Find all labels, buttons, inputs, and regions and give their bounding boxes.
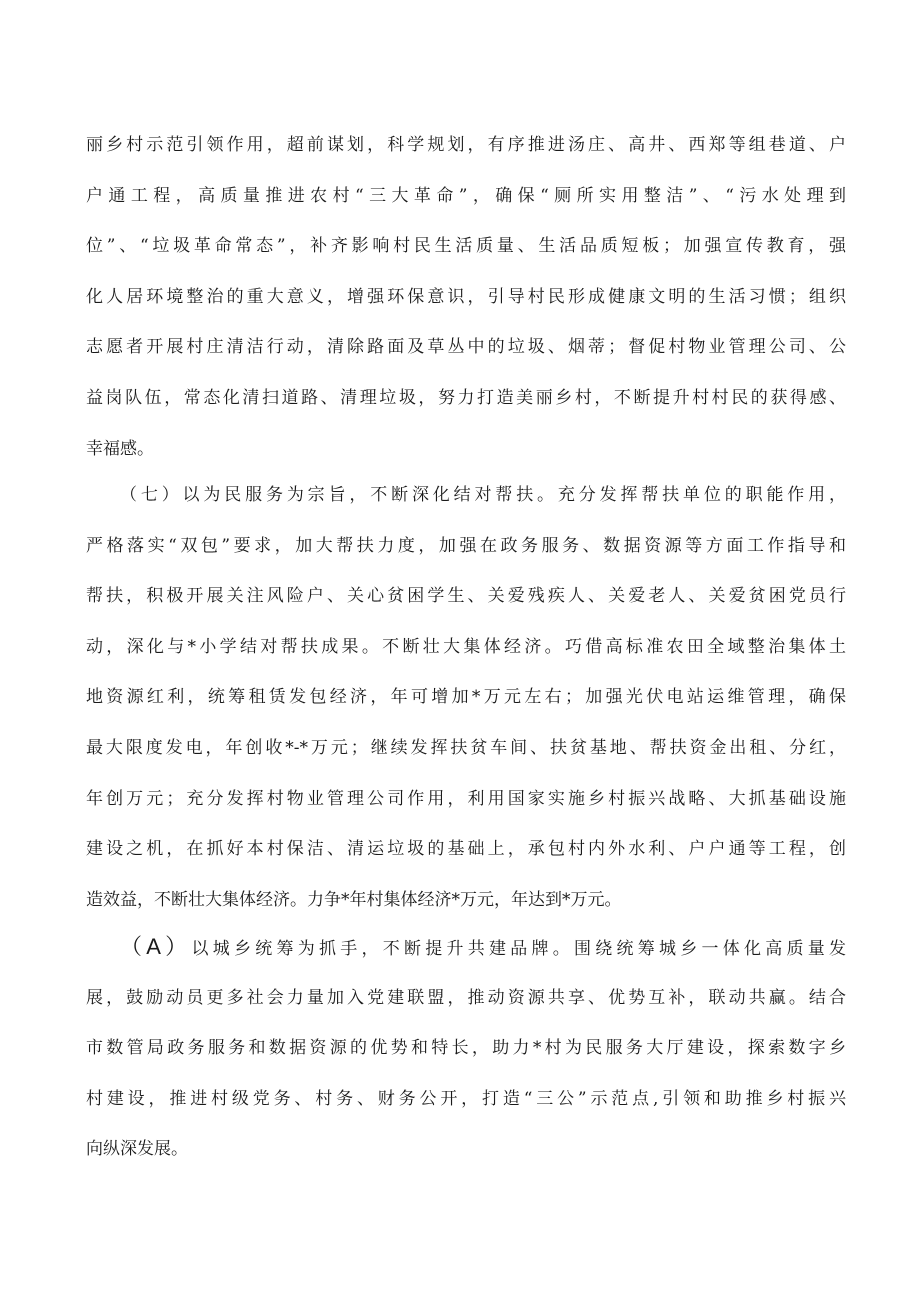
text-line: 建设之机，在抓好本村保洁、清运垃圾的基础上，承包村内外水利、户户通等工程，创 bbox=[86, 839, 846, 860]
text-line: 市数管局政务服务和数据资源的优势和特长，助力*村为民服务大厅建设，探索数字乡 bbox=[86, 1038, 846, 1059]
text-line: 造效益，不断壮大集体经济。力争*年村集体经济*万元，年达到*万元。 bbox=[86, 889, 622, 910]
text-line bbox=[86, 922, 846, 973]
text-line: 地资源红利，统筹租赁发包经济，年可增加*万元左右；加强光伏电站运维管理，确保 bbox=[86, 687, 846, 708]
paragraph-7 bbox=[86, 470, 846, 925]
paragraph-8 bbox=[86, 922, 846, 1175]
section-marker: （A） bbox=[120, 934, 192, 959]
text-line: 丽乡村示范引领作用，超前谋划，科学规划，有序推进汤庄、高井、西郑等组巷道、户 bbox=[86, 135, 846, 155]
text-line: 村建设，推进村级党务、村务、财务公开，打造“三公”示范点,引领和助推乡村振兴 bbox=[86, 1088, 846, 1109]
text-line: 幸福感。 bbox=[86, 438, 154, 459]
text-line: 动，深化与*小学结对帮扶成果。不断壮大集体经济。巧借高标准农田全域整治集体土 bbox=[86, 636, 846, 657]
text-line: （七）以为民服务为宗旨，不断深化结对帮扶。充分发挥帮扶单位的职能作用， bbox=[120, 485, 846, 505]
text-line: 展，鼓励动员更多社会力量加入党建联盟，推动资源共享、优势互补，联动共赢。结合 bbox=[86, 987, 846, 1008]
text-line: 益岗队伍，常态化清扫道路、清理垃圾，努力打造美丽乡村，不断提升村村民的获得感、 bbox=[86, 387, 846, 408]
text-line: 位”、“垃圾革命常态”，补齐影响村民生活质量、生活品质短板；加强宣传教育，强 bbox=[86, 236, 846, 257]
paragraph-6-continued bbox=[86, 120, 846, 474]
text-line: 化人居环境整治的重大意义，增强环保意识，引导村民形成健康文明的生活习惯；组织 bbox=[86, 286, 846, 307]
text-line: 严格落实“双包”要求，加大帮扶力度，加强在政务服务、数据资源等方面工作指导和 bbox=[86, 535, 846, 556]
text-line: 最大限度发电，年创收*-*万元；继续发挥扶贫车间、扶贫基地、帮扶资金出租、分红， bbox=[86, 737, 846, 758]
text-line: 户通工程，高质量推进农村“三大革命”，确保“厕所实用整洁”、“污水处理到 bbox=[86, 185, 846, 206]
text-line: 帮扶，积极开展关注风险户、关心贫困学生、关爱残疾人、关爱老人、关爱贫困党员行 bbox=[86, 586, 846, 607]
text-line: 向纵深发展。 bbox=[86, 1139, 188, 1160]
text-line: 年创万元；充分发挥村物业管理公司作用，利用国家实施乡村振兴战略、大抓基础设施 bbox=[86, 788, 846, 809]
text-line: 志愿者开展村庄清洁行动，清除路面及草丛中的垃圾、烟蒂；督促村物业管理公司、公 bbox=[86, 337, 846, 358]
section-heading-text: 以城乡统筹为抓手，不断提升共建品牌。围绕统筹城乡一体化高质量发 bbox=[191, 939, 846, 959]
